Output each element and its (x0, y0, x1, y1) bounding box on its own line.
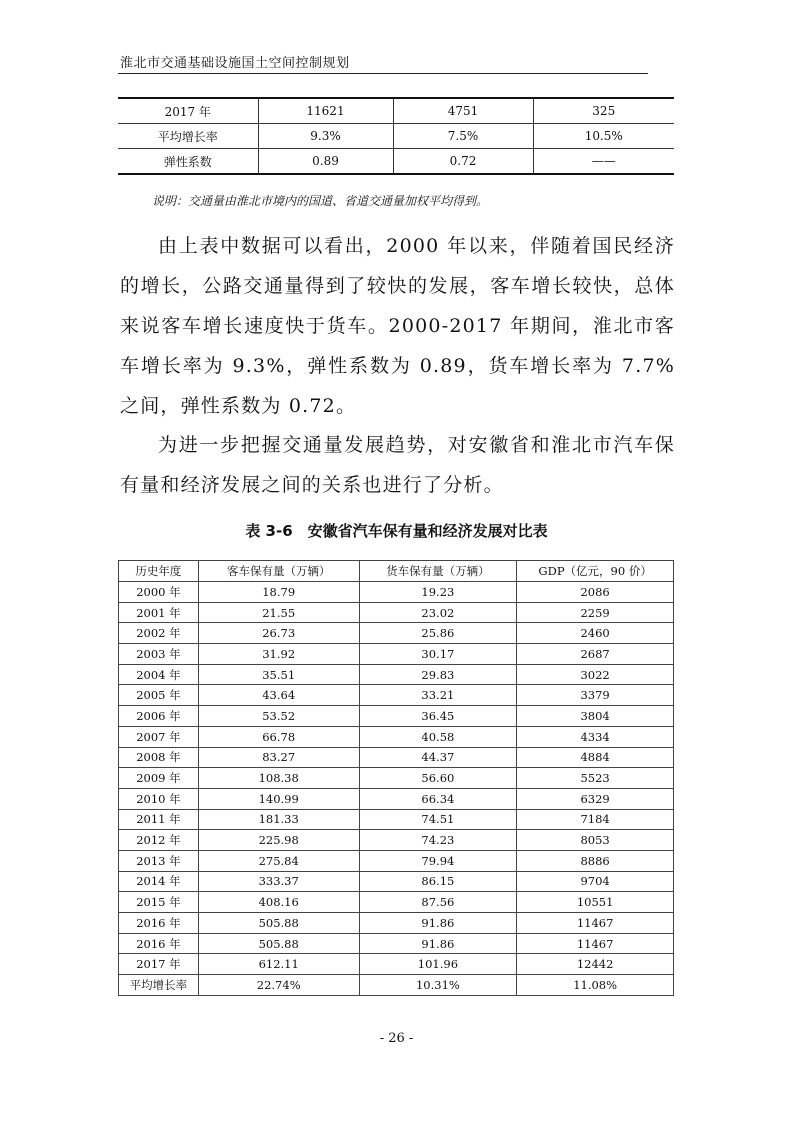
table-cell: 53.52 (198, 706, 359, 727)
table-cell: 2017 年 (118, 98, 258, 124)
table-cell: 225.98 (198, 830, 359, 851)
table-cell: 74.51 (359, 809, 517, 830)
table-cell: 4334 (517, 726, 674, 747)
table-row (119, 933, 674, 954)
table-cell: 40.58 (359, 726, 517, 747)
table-cell: 0.72 (393, 149, 533, 175)
table-row (119, 623, 674, 644)
table-cell: 30.17 (359, 644, 517, 665)
table-cell: 8886 (517, 850, 674, 871)
table-cell: 平均增长率 (118, 124, 258, 149)
table-row (119, 830, 674, 851)
table-cell: 2000 年 (119, 582, 199, 603)
table-row (119, 913, 674, 934)
table-cell: 79.94 (359, 850, 517, 871)
table-cell: 505.88 (198, 913, 359, 934)
table-cell: 0.89 (258, 149, 393, 175)
header-cell-gdp: GDP（亿元，90 价） (517, 561, 674, 582)
table-cell: 31.92 (198, 644, 359, 665)
table-cell: 弹性系数 (118, 149, 258, 175)
table-cell: 3022 (517, 664, 674, 685)
table-cell: 612.11 (198, 954, 359, 975)
table-cell: 9704 (517, 871, 674, 892)
table-cell: 2011 年 (119, 809, 199, 830)
table-cell: 91.86 (359, 933, 517, 954)
table-cell: 86.15 (359, 871, 517, 892)
table-cell: 2008 年 (119, 747, 199, 768)
table-cell: 11467 (517, 933, 674, 954)
table-cell: 2687 (517, 644, 674, 665)
table-cell: 2015 年 (119, 892, 199, 913)
table-cell: 7.5% (393, 124, 533, 149)
table-cell: 44.37 (359, 747, 517, 768)
table-cell: 36.45 (359, 706, 517, 727)
table-row (118, 98, 674, 124)
table-cell: 11.08% (517, 975, 674, 996)
header-cell-freight: 货车保有量（万辆） (359, 561, 517, 582)
running-header: 淮北市交通基础设施国土空间控制规划 (120, 56, 350, 71)
table-cell: 35.51 (198, 664, 359, 685)
table-cell: 2002 年 (119, 623, 199, 644)
table-row (119, 954, 674, 975)
table-cell: 108.38 (198, 768, 359, 789)
page-number: - 26 - (379, 1031, 414, 1046)
header-divider (118, 73, 648, 74)
table-cell: 3379 (517, 685, 674, 706)
table-cell: 2003 年 (119, 644, 199, 665)
analysis-paragraph-2: 为进一步把握交通量发展趋势，对安徽省和淮北市汽车保有量和经济发展之间的关系也进行了分析。 (120, 434, 675, 496)
table-cell: 66.34 (359, 788, 517, 809)
table-cell: 2004 年 (119, 664, 199, 685)
table-cell: 325 (533, 98, 674, 124)
table-cell: 2006 年 (119, 706, 199, 727)
table-cell: 26.73 (198, 623, 359, 644)
table-cell: —— (533, 149, 674, 175)
table-row (119, 685, 674, 706)
table-cell: 408.16 (198, 892, 359, 913)
table-cell: 101.96 (359, 954, 517, 975)
table-cell: 11621 (258, 98, 393, 124)
table-cell: 333.37 (198, 871, 359, 892)
table-note: 说明：交通量由淮北市境内的国道、省道交通量加权平均得到。 (152, 194, 489, 208)
table-cell: 9.3% (258, 124, 393, 149)
table-row (119, 892, 674, 913)
table-cell: 87.56 (359, 892, 517, 913)
table-cell: 4751 (393, 98, 533, 124)
table-cell: 10.31% (359, 975, 517, 996)
table-cell: 18.79 (198, 582, 359, 603)
traffic-growth-table (118, 97, 674, 175)
table-cell: 2017 年 (119, 954, 199, 975)
table-cell: 6329 (517, 788, 674, 809)
table-row (119, 644, 674, 665)
table-row (119, 582, 674, 603)
table-row (119, 726, 674, 747)
table-cell: 2016 年 (119, 913, 199, 934)
table-cell: 10551 (517, 892, 674, 913)
table-cell: 2259 (517, 602, 674, 623)
table-cell: 505.88 (198, 933, 359, 954)
table-cell: 4884 (517, 747, 674, 768)
table-cell: 2013 年 (119, 850, 199, 871)
table-row (119, 788, 674, 809)
table-cell: 2010 年 (119, 788, 199, 809)
table-row (119, 706, 674, 727)
table-cell: 12442 (517, 954, 674, 975)
table-cell: 5523 (517, 768, 674, 789)
table-cell: 2007 年 (119, 726, 199, 747)
table-row (119, 850, 674, 871)
table-title: 表 3-6 安徽省汽车保有量和经济发展对比表 (245, 522, 548, 540)
table-cell: 91.86 (359, 913, 517, 934)
table-row (119, 871, 674, 892)
table-cell: 23.02 (359, 602, 517, 623)
analysis-paragraph-1: 由上表中数据可以看出，2000 年以来，伴随着国民经济的增长，公路交通量得到了较快的发展，客车增长较快，总体来说客车增长速度快于货车。2000-2017 年期间，淮北市客车增长率为 9.3%，弹性系数为 0.89，货车增长率为 7.7%之间，弹性系数为 0.72。 (120, 235, 675, 417)
table-cell: 25.86 (359, 623, 517, 644)
table-row (119, 809, 674, 830)
table-cell: 2086 (517, 582, 674, 603)
table-row (119, 602, 674, 623)
table-cell: 2001 年 (119, 602, 199, 623)
table-cell: 22.74% (198, 975, 359, 996)
table-cell: 29.83 (359, 664, 517, 685)
table-cell: 8053 (517, 830, 674, 851)
table-cell: 181.33 (198, 809, 359, 830)
table-cell: 2009 年 (119, 768, 199, 789)
table-row (119, 768, 674, 789)
table-header-row (119, 561, 674, 582)
table-cell: 2460 (517, 623, 674, 644)
table-cell: 11467 (517, 913, 674, 934)
table-cell: 3804 (517, 706, 674, 727)
table-cell: 7184 (517, 809, 674, 830)
table-cell: 2016 年 (119, 933, 199, 954)
table-cell: 56.60 (359, 768, 517, 789)
vehicle-gdp-comparison-table (118, 560, 674, 996)
table-row (118, 149, 674, 175)
table-cell: 83.27 (198, 747, 359, 768)
table-cell: 2014 年 (119, 871, 199, 892)
table-cell: 140.99 (198, 788, 359, 809)
table-cell: 275.84 (198, 850, 359, 871)
header-cell-year: 历史年度 (119, 561, 199, 582)
header-cell-passenger: 客车保有量（万辆） (198, 561, 359, 582)
table-cell: 43.64 (198, 685, 359, 706)
table-cell: 21.55 (198, 602, 359, 623)
table-cell: 10.5% (533, 124, 674, 149)
table-row (118, 124, 674, 149)
table-cell: 2005 年 (119, 685, 199, 706)
table-cell: 2012 年 (119, 830, 199, 851)
table-cell: 74.23 (359, 830, 517, 851)
table-row (119, 664, 674, 685)
table-cell: 平均增长率 (119, 975, 199, 996)
table-cell: 66.78 (198, 726, 359, 747)
table-cell: 19.23 (359, 582, 517, 603)
table-row (119, 747, 674, 768)
table-cell: 33.21 (359, 685, 517, 706)
table-row (119, 975, 674, 996)
